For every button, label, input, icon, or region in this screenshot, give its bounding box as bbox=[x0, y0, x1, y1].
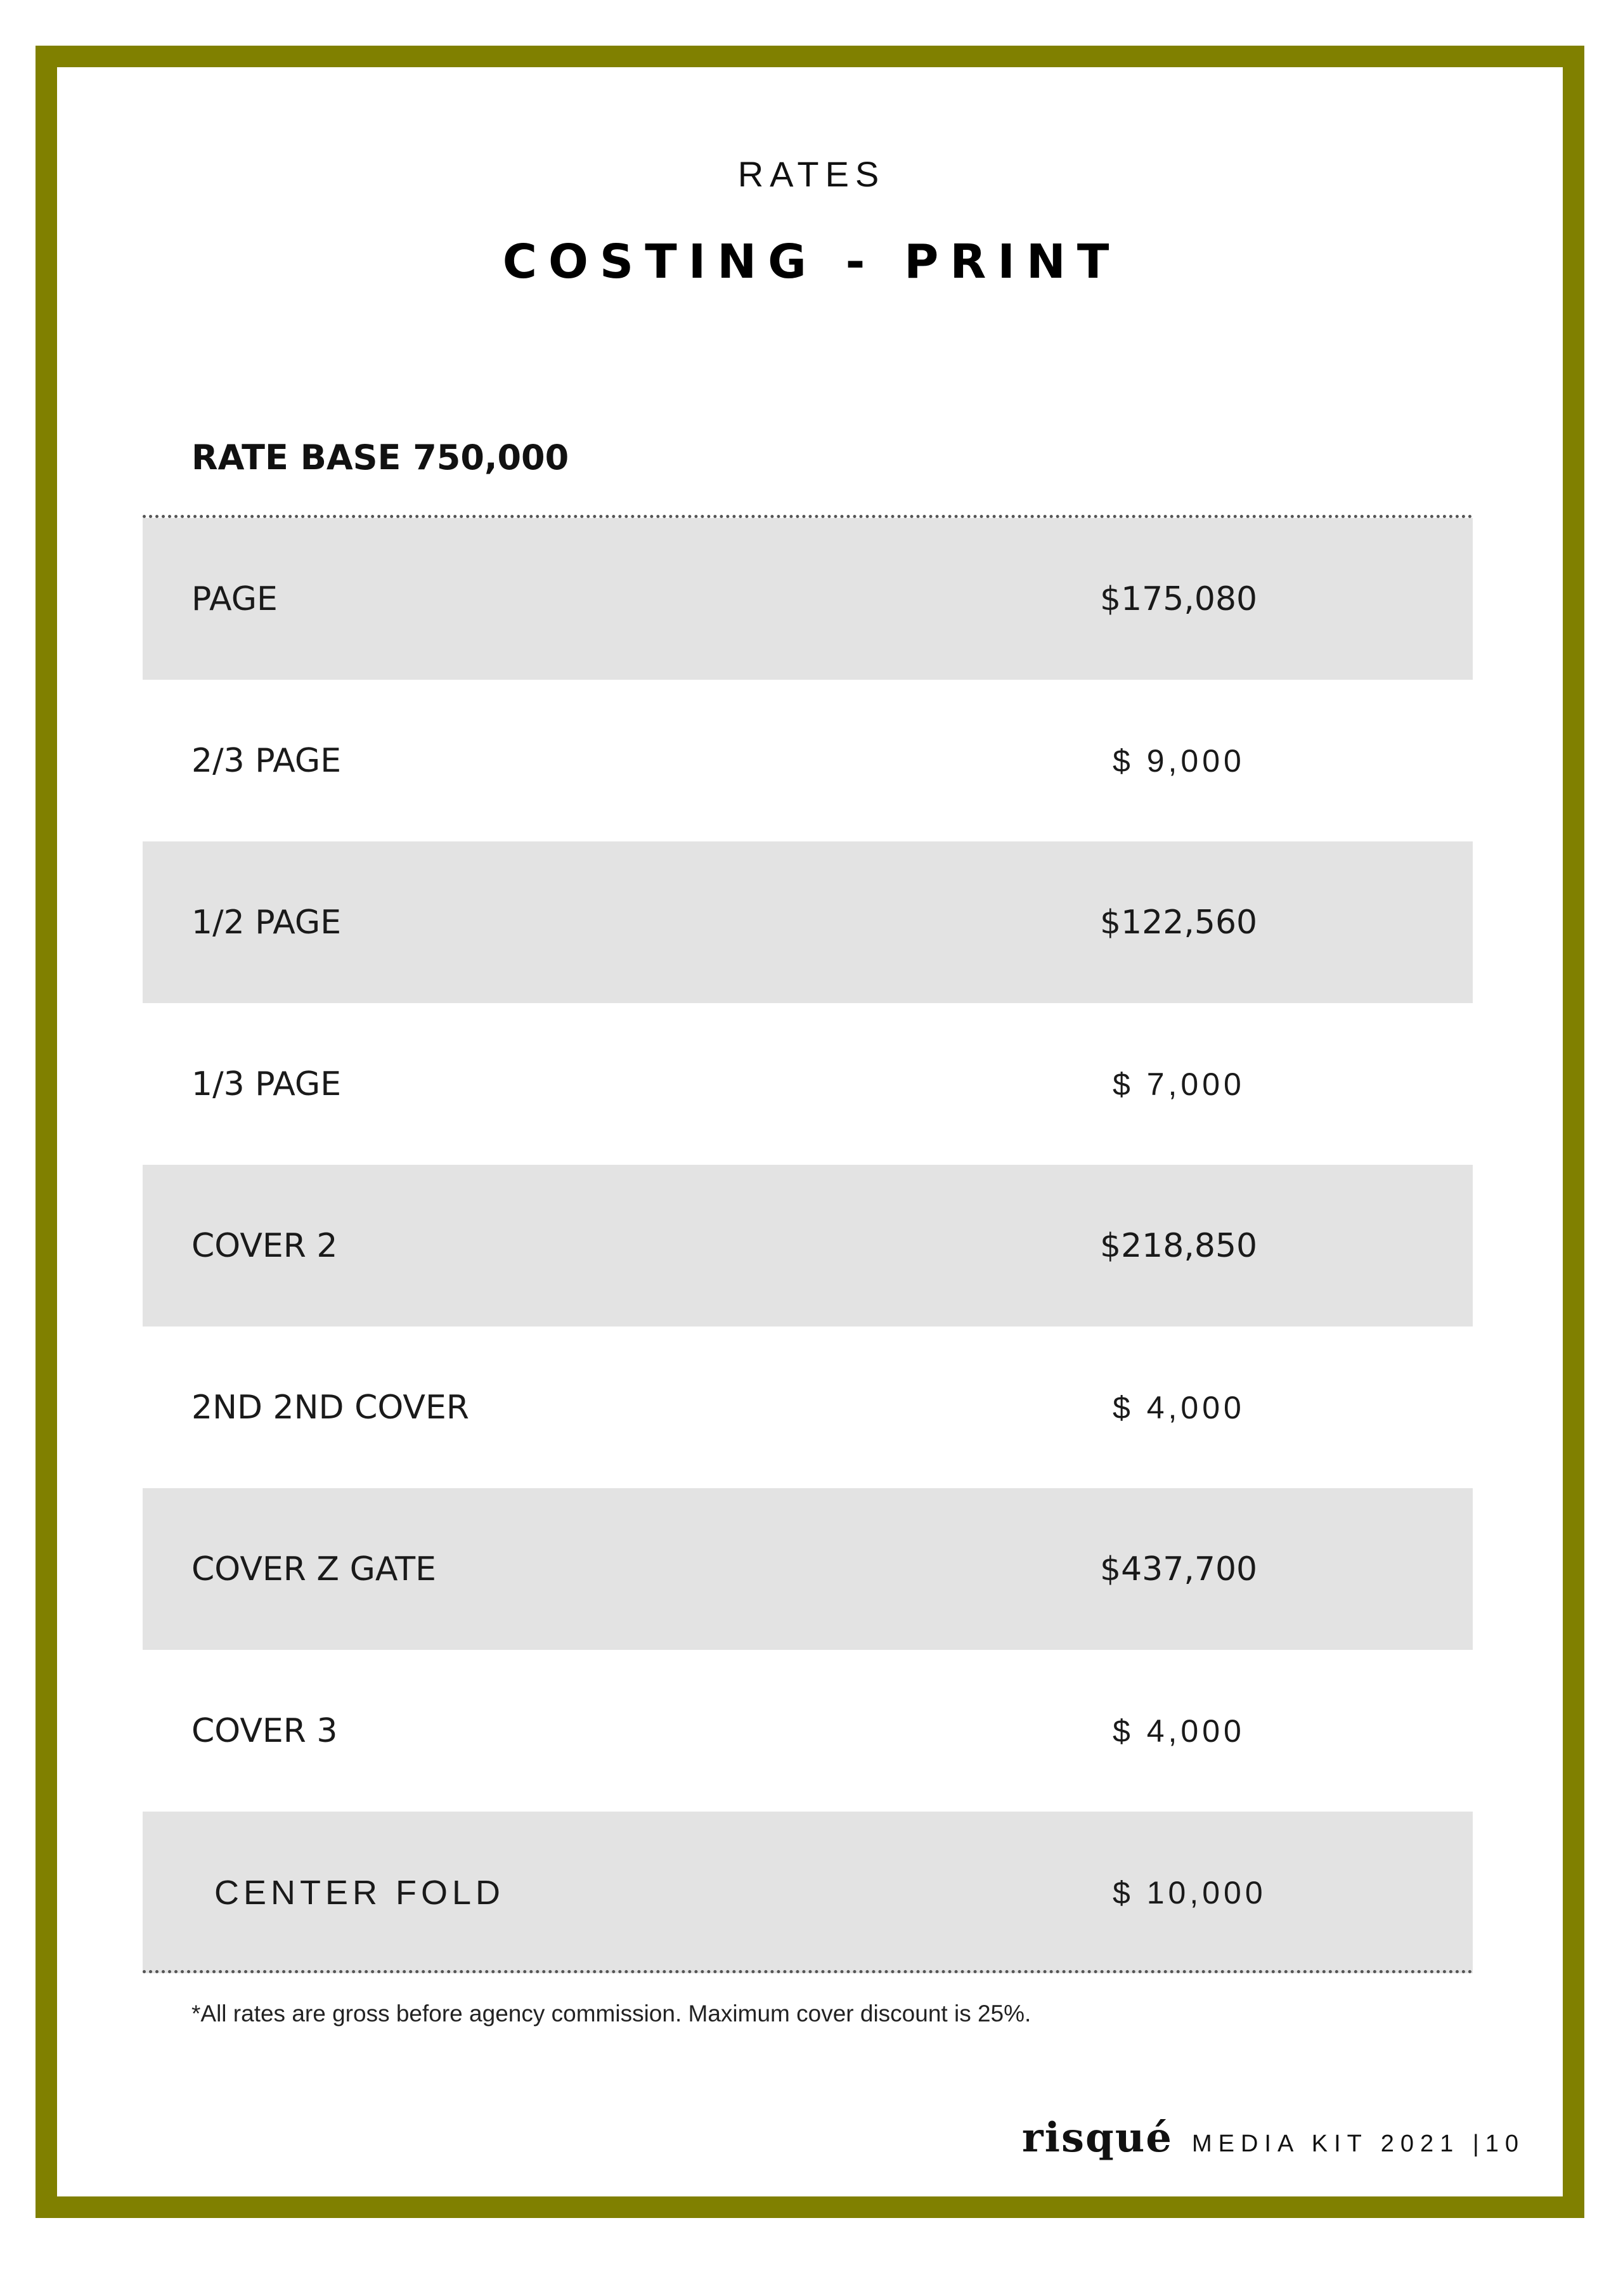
rate-base-heading: RATE BASE 750,000 bbox=[191, 438, 569, 477]
rate-price: $ 4,000 bbox=[1113, 1713, 1245, 1749]
rates-table bbox=[143, 518, 1473, 1973]
rate-label: COVER 2 bbox=[191, 1226, 338, 1265]
rate-price: $218,850 bbox=[1100, 1226, 1258, 1265]
brand-logo: risqué bbox=[1021, 2114, 1173, 2162]
table-row bbox=[143, 841, 1473, 1003]
rates-footnote: *All rates are gross before agency commission. Maximum cover discount is 25%. bbox=[191, 2001, 1031, 2027]
media-kit-label: MEDIA KIT 2021 |10 bbox=[1191, 2131, 1525, 2157]
rate-price: $175,080 bbox=[1100, 580, 1258, 618]
table-row bbox=[143, 1488, 1473, 1650]
rate-price: $ 10,000 bbox=[1113, 1874, 1267, 1910]
table-row bbox=[143, 1003, 1473, 1165]
rate-label: 1/2 PAGE bbox=[191, 903, 342, 942]
rate-price: $ 4,000 bbox=[1113, 1389, 1245, 1425]
table-row bbox=[143, 518, 1473, 680]
rate-label: COVER 3 bbox=[191, 1711, 338, 1750]
table-row bbox=[143, 1650, 1473, 1812]
rate-label: CENTER FOLD bbox=[214, 1873, 505, 1912]
rate-price: $437,700 bbox=[1100, 1550, 1258, 1588]
rate-label: COVER Z GATE bbox=[191, 1550, 437, 1588]
table-row bbox=[143, 1326, 1473, 1488]
rate-label: PAGE bbox=[191, 580, 278, 618]
table-row bbox=[143, 680, 1473, 841]
table-row bbox=[143, 1165, 1473, 1326]
page-title: COSTING - PRINT bbox=[502, 235, 1121, 289]
rate-label: 2/3 PAGE bbox=[191, 741, 342, 780]
table-row bbox=[143, 1812, 1473, 1973]
rate-price: $122,560 bbox=[1100, 903, 1258, 942]
rate-label: 2ND 2ND COVER bbox=[191, 1388, 469, 1427]
rate-label: 1/3 PAGE bbox=[191, 1065, 342, 1103]
rate-price: $ 9,000 bbox=[1113, 743, 1245, 779]
table-bottom-divider bbox=[143, 1970, 1473, 1973]
page-footer bbox=[1022, 2114, 1525, 2162]
section-label: RATES bbox=[737, 154, 886, 194]
rate-price: $ 7,000 bbox=[1113, 1066, 1245, 1102]
